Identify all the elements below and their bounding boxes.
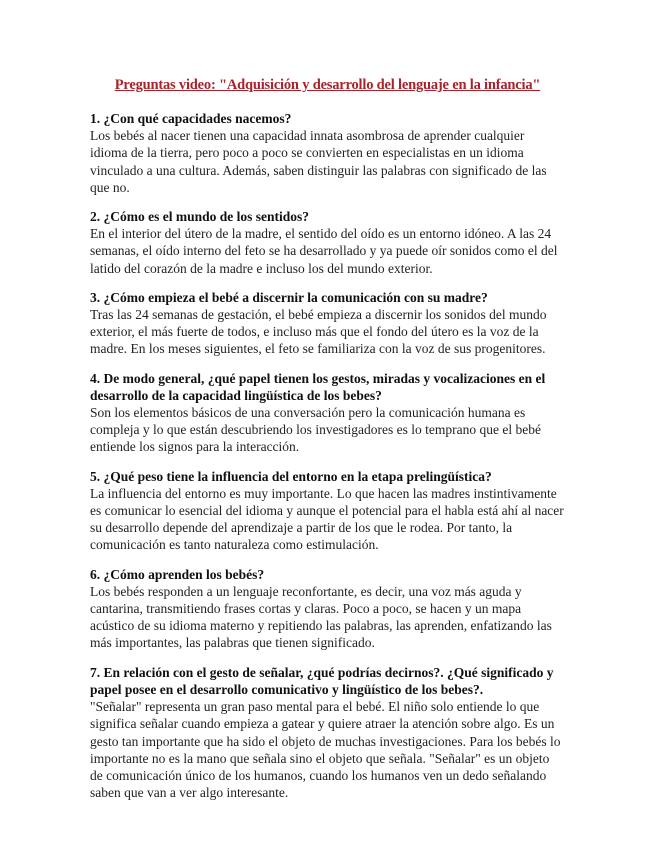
answer-paragraph: Tras las 24 semanas de gestación, el bebé empieza a discernir los sonidos del mundo exterior, el más fuerte de todos, e incluso más que el fondo del útero es la voz de la madre. En los meses siguientes, el feto se familiariza con la voz de sus progenitores. [90,307,547,357]
question-heading: 1. ¿Con qué capacidades nacemos? [90,111,292,126]
answer-paragraph: La influencia del entorno es muy importante. Lo que hacen las madres instintivamente es comunicar lo esencial del idioma y aunque el potencial para el habla está ahí al nacer su desarrollo depende del aprendizaje a partir de los que le rodea. Por tanto, la comunicación es tanto naturaleza como estimulación. [90,485,564,553]
qa-section-1 [90,110,565,196]
qa-section-7 [90,664,565,802]
document-title: Preguntas video: "Adquisición y desarrollo del lenguaje en la infancia" [114,77,541,93]
answer-paragraph: En el interior del útero de la madre, el sentido del oído es un entorno idóneo. A las 24 semanas, el oído interno del feto se ha desarrollado y ya puede oír sonidos como el del latido del corazón de la madre e incluso los del mundo exterior. [90,226,558,276]
answer-paragraph: "Señalar" representa un gran paso mental para el bebé. El niño solo entiende lo que significa señalar cuando empieza a gatear y quiere atraer la atención sobre algo. Es un gesto tan importante que ha sido el objeto de muchas investigaciones. Para los bebés lo importante no es la mano que señala sino el objeto que señala. "Señalar" es un objeto de comunicación único de los humanos, cuando los humanos ven un dedo señalando saben que van a ver algo interesante. [90,699,561,801]
qa-section-3 [90,289,565,358]
question-heading: 6. ¿Cómo aprenden los bebés? [90,566,265,582]
qa-section-4 [90,370,565,456]
qa-section-5 [90,468,565,554]
question-heading: 3. ¿Cómo empieza el bebé a discernir la comunicación con su madre? [90,289,488,305]
question-heading: 4. De modo general, ¿qué papel tienen los gestos, miradas y vocalizaciones en el desarrollo de la capacidad lingüística de los bebes? [90,370,546,403]
question-heading: 2. ¿Cómo es el mundo de los sentidos? [90,209,310,225]
answer-paragraph: Los bebés al nacer tienen una capacidad innata asombrosa de aprender cualquier idioma de la tierra, pero poco a poco se convierten en especialistas en un idioma vinculado a una cultura. Además, saben distinguir las palabras con significado de las que no. [90,128,547,195]
qa-section-6 [90,566,565,652]
answer-paragraph: Los bebés responden a un lenguaje reconfortante, es decir, una voz más aguda y cantarina, transmitiendo frases cortas y claras. Poco a poco, se hacen y un mapa acústico de su idioma materno y repitiendo las palabras, las aprenden, enfatizando las más importantes, las palabras que tienen significado. [90,583,552,651]
question-heading: 7. En relación con el gesto de señalar, ¿qué podrías decirnos?. ¿Qué significado y papel posee en el desarrollo comunicativo y lingüístico de los bebes?. [90,664,554,697]
answer-paragraph: Son los elementos básicos de una conversación pero la comunicación humana es compleja y lo que están descubriendo los investigadores es lo temprano que el bebé entiende los signos para la interacción. [90,405,541,455]
qa-section-2 [90,208,565,277]
question-heading: 5. ¿Qué peso tiene la influencia del entorno en la etapa prelingüística? [90,468,492,484]
